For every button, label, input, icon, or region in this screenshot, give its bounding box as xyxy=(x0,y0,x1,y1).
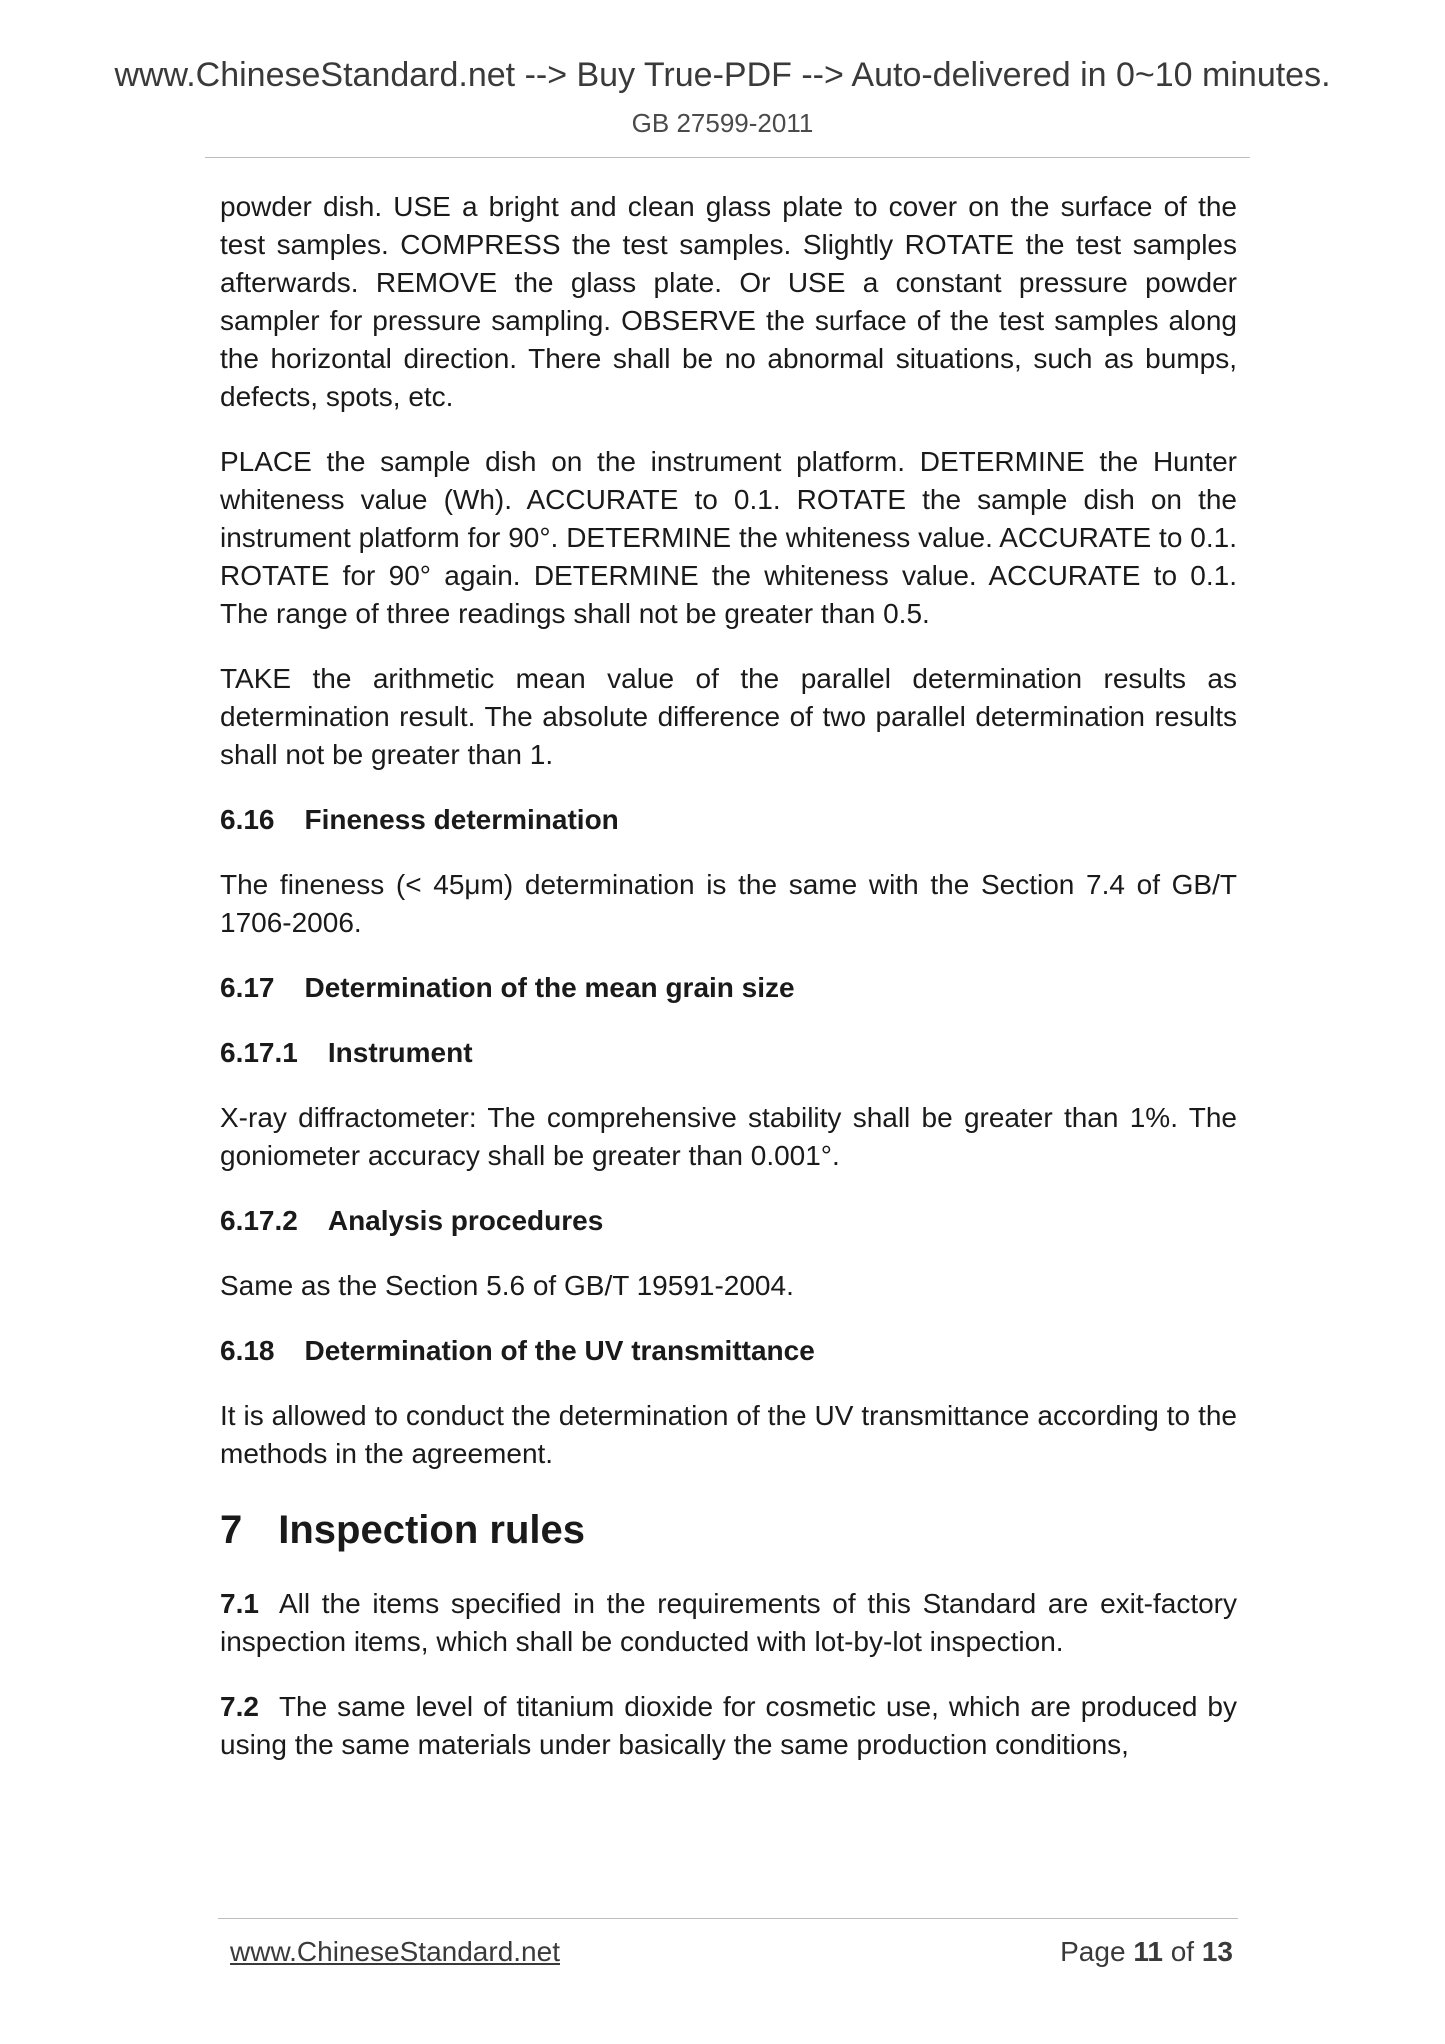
total-page-count: 13 xyxy=(1201,1936,1233,1967)
standard-number: GB 27599-2011 xyxy=(631,108,814,138)
header-divider xyxy=(205,157,1250,158)
top-banner-link[interactable]: www.ChineseStandard.net --> Buy True-PDF --> Auto-delivered in 0~10 minutes. xyxy=(114,56,1331,94)
paragraph-arithmetic-mean: TAKE the arithmetic mean value of the parallel determination results as determination result. The absolute difference of two parallel determination results shall not be greater than 1. xyxy=(220,663,1237,770)
section-6-17-2-heading xyxy=(220,1202,1237,1240)
of-word: of xyxy=(1170,1936,1195,1967)
section-number: 6.16 xyxy=(220,804,275,835)
section-title: Determination of the mean grain size xyxy=(304,972,795,1003)
page-indicator xyxy=(1060,1936,1233,1968)
section-6-17-1-heading xyxy=(220,1034,1237,1072)
page-content xyxy=(220,188,1237,1791)
section-number: 6.17.1 xyxy=(220,1037,298,1068)
paragraph-analysis-procedures: Same as the Section 5.6 of GB/T 19591-2004. xyxy=(220,1270,794,1301)
paragraph-uv-transmittance: It is allowed to conduct the determination of the UV transmittance according to the methods in the agreement. xyxy=(220,1400,1237,1469)
clause-number: 7.1 xyxy=(220,1588,259,1619)
section-number: 6.17.2 xyxy=(220,1205,298,1236)
clause-7-1 xyxy=(220,1585,1237,1661)
section-title: Instrument xyxy=(327,1037,473,1068)
section-number: 6.18 xyxy=(220,1335,275,1366)
chapter-title: Inspection rules xyxy=(278,1508,585,1552)
section-title: Fineness determination xyxy=(304,804,619,835)
footer-divider xyxy=(218,1918,1238,1919)
section-6-18-heading xyxy=(220,1332,1237,1370)
section-title: Analysis procedures xyxy=(327,1205,604,1236)
paragraph-xray-diffractometer: X-ray diffractometer: The comprehensive stability shall be greater than 1%. The goniometer accuracy shall be greater than 0.001°. xyxy=(220,1102,1237,1171)
page-word: Page xyxy=(1060,1936,1126,1967)
paragraph-powder-dish: powder dish. USE a bright and clean glass plate to cover on the surface of the test samples. COMPRESS the test samples. Slightly ROTATE the test samples afterwards. REMOVE the glass plate. Or USE a constant pressure powder sampler for pressure sampling. OBSERVE the surface of the test samples along the horizontal direction. There shall be no abnormal situations, such as bumps, defects, spots, etc. xyxy=(220,191,1237,412)
clause-7-2 xyxy=(220,1688,1237,1764)
footer-website-link[interactable]: www.ChineseStandard.net xyxy=(230,1936,560,1967)
current-page-number: 11 xyxy=(1133,1936,1163,1967)
clause-number: 7.2 xyxy=(220,1691,259,1722)
section-6-16-heading xyxy=(220,801,1237,839)
section-6-17-heading xyxy=(220,969,1237,1007)
chapter-7-heading xyxy=(220,1506,1237,1554)
section-title: Determination of the UV transmittance xyxy=(304,1335,815,1366)
section-number: 6.17 xyxy=(220,972,275,1003)
paragraph-place-sample-dish: PLACE the sample dish on the instrument platform. DETERMINE the Hunter whiteness value (Wh). ACCURATE to 0.1. ROTATE the sample dish on the instrument platform for 90°. DETERMINE the whiteness value. ACCURATE to 0.1. ROTATE for 90° again. DETERMINE the whiteness value. ACCURATE to 0.1. The range of three readings shall not be greater than 0.5. xyxy=(220,446,1237,629)
clause-text: All the items specified in the requirements of this Standard are exit-factory inspection items, which shall be conducted with lot-by-lot inspection. xyxy=(220,1588,1237,1657)
clause-text: The same level of titanium dioxide for cosmetic use, which are produced by using the same materials under basically the same production conditions, xyxy=(220,1691,1237,1760)
paragraph-fineness: The fineness (< 45μm) determination is the same with the Section 7.4 of GB/T 1706-2006. xyxy=(220,869,1237,938)
chapter-number: 7 xyxy=(220,1508,243,1552)
